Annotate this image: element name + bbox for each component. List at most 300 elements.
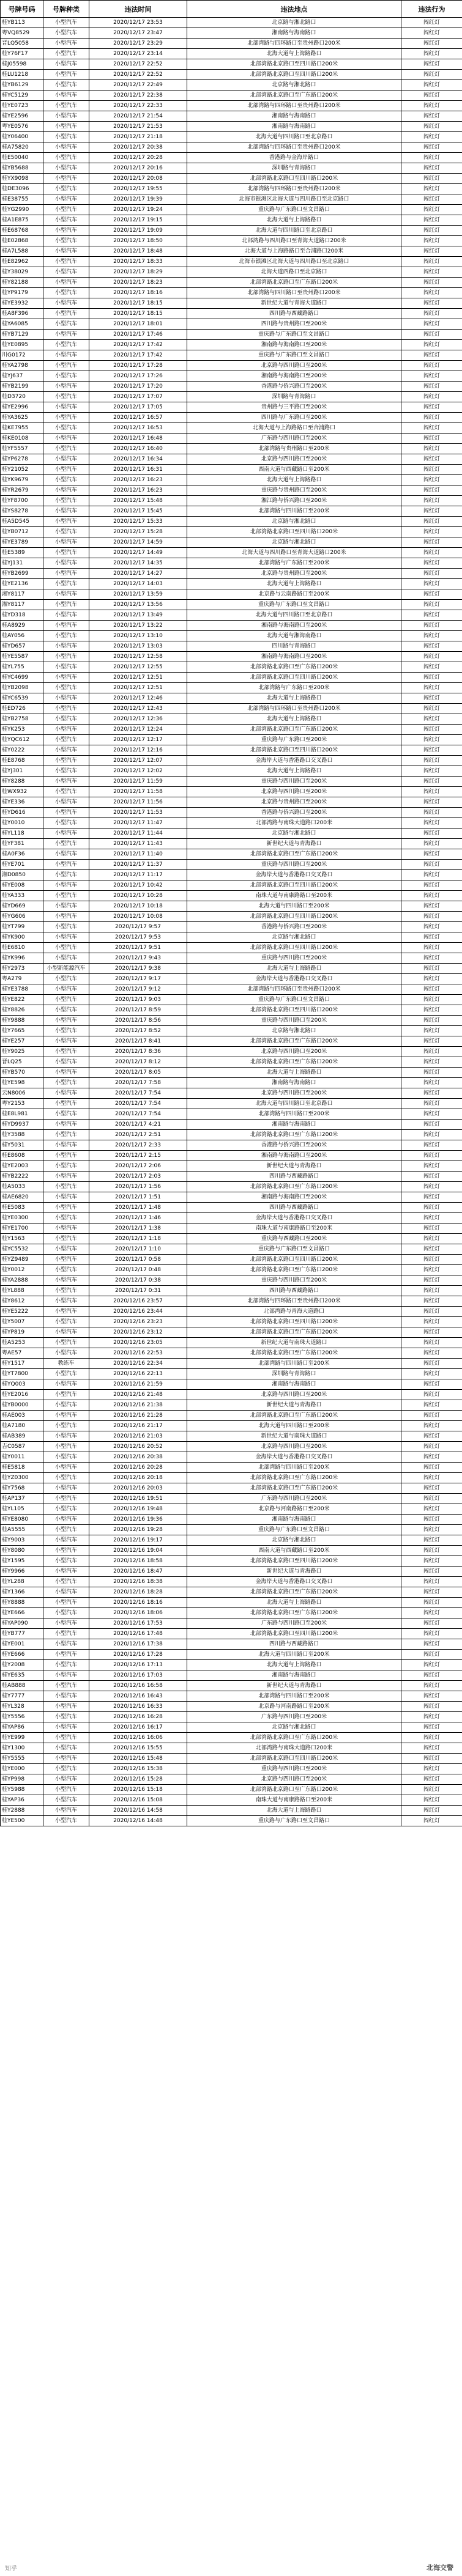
- cell-violation-time: 2020/12/17 12:43: [89, 704, 187, 714]
- cell-plate-type: 小型汽车: [43, 943, 89, 953]
- cell-violation-location: 北京路与四川路口至200米: [187, 1390, 401, 1400]
- cell-plate-type: 小型汽车: [43, 1463, 89, 1473]
- cell-violation-behavior: 闯红灯: [401, 288, 462, 298]
- table-row: [1, 361, 462, 371]
- table-row: [1, 1785, 462, 1795]
- cell-plate-number: 桂A8F396: [1, 309, 43, 319]
- cell-plate-type: 小型汽车: [43, 1182, 89, 1192]
- cell-violation-location: 湘南路与海南路口至200米: [187, 621, 401, 631]
- cell-plate-type: 小型汽车: [43, 1317, 89, 1327]
- cell-violation-time: 2020/12/17 13:56: [89, 600, 187, 610]
- cell-plate-type: 小型汽车: [43, 1047, 89, 1057]
- cell-violation-time: 2020/12/17 18:29: [89, 267, 187, 278]
- table-row: [1, 1567, 462, 1577]
- cell-violation-location: 北部湾路北京路口至四川路口200米: [187, 943, 401, 953]
- cell-plate-type: 小型汽车: [43, 766, 89, 777]
- table-row: [1, 1639, 462, 1650]
- table-row: [1, 1483, 462, 1494]
- cell-violation-location: 北京路与湘北路口: [187, 537, 401, 548]
- table-row: [1, 1317, 462, 1327]
- cell-plate-number: 桂YB0000: [1, 1400, 43, 1411]
- cell-plate-number: 桂A5253: [1, 1338, 43, 1348]
- cell-plate-number: 桂DE3096: [1, 184, 43, 194]
- cell-violation-location: 重庆路与四川路口至200米: [187, 1275, 401, 1286]
- cell-plate-number: 桂Y9025: [1, 1047, 43, 1057]
- cell-violation-time: 2020/12/16 16:06: [89, 1733, 187, 1743]
- cell-violation-location: 新世纪大道与青海路口: [187, 1161, 401, 1172]
- table-row: [1, 1650, 462, 1660]
- cell-violation-location: 深圳路与青海路口: [187, 1369, 401, 1379]
- cell-violation-behavior: 闯红灯: [401, 1473, 462, 1483]
- cell-violation-behavior: 闯红灯: [401, 1442, 462, 1452]
- cell-plate-type: 小型汽车: [43, 880, 89, 891]
- cell-violation-behavior: 闯红灯: [401, 350, 462, 361]
- cell-violation-time: 2020/12/16 16:43: [89, 1691, 187, 1702]
- cell-plate-number: 桂Y5007: [1, 1317, 43, 1327]
- cell-plate-number: 桂YL328: [1, 1702, 43, 1712]
- cell-violation-location: 北京路与湘北路口: [187, 1722, 401, 1733]
- cell-violation-location: 重庆路与四川路口至200米: [187, 1764, 401, 1774]
- cell-violation-behavior: 闯红灯: [401, 1307, 462, 1317]
- cell-violation-time: 2020/12/17 16:23: [89, 475, 187, 485]
- cell-plate-type: 小型汽车: [43, 652, 89, 662]
- cell-violation-time: 2020/12/17 9:12: [89, 984, 187, 995]
- cell-plate-number: 桂Y8612: [1, 1296, 43, 1307]
- cell-plate-number: 桂Y2888: [1, 1806, 43, 1816]
- table-row: [1, 28, 462, 39]
- cell-plate-number: 桂YK996: [1, 953, 43, 964]
- cell-violation-time: 2020/12/17 23:47: [89, 28, 187, 39]
- cell-violation-behavior: 闯红灯: [401, 402, 462, 413]
- cell-plate-number: 吉C0587: [1, 1442, 43, 1452]
- cell-violation-location: 深圳路与青海路口: [187, 163, 401, 174]
- cell-plate-number: 桂YC4699: [1, 673, 43, 683]
- cell-plate-number: 桂YE5587: [1, 652, 43, 662]
- cell-violation-time: 2020/12/17 17:20: [89, 382, 187, 392]
- table-row: [1, 1504, 462, 1515]
- cell-violation-time: 2020/12/17 22:38: [89, 90, 187, 101]
- cell-plate-type: 小型汽车: [43, 901, 89, 912]
- cell-violation-time: 2020/12/17 11:59: [89, 777, 187, 787]
- cell-plate-number: 桂YE822: [1, 995, 43, 1005]
- cell-violation-location: 北部湾路与四环路口至贵州路口200米: [187, 984, 401, 995]
- cell-violation-time: 2020/12/17 1:56: [89, 1182, 187, 1192]
- cell-plate-type: 小型汽车: [43, 745, 89, 756]
- cell-plate-type: 小型汽车: [43, 1712, 89, 1722]
- cell-plate-number: 桂YA2798: [1, 361, 43, 371]
- cell-plate-type: 小型汽车: [43, 485, 89, 496]
- table-row: [1, 984, 462, 995]
- cell-plate-type: 小型汽车: [43, 1036, 89, 1047]
- cell-plate-number: 桂YL888: [1, 1286, 43, 1296]
- cell-violation-behavior: 闯红灯: [401, 693, 462, 704]
- cell-plate-type: 小型汽车: [43, 1057, 89, 1068]
- table-row: [1, 756, 462, 766]
- table-row: [1, 153, 462, 163]
- table-row: [1, 995, 462, 1005]
- cell-plate-type: 小型汽车: [43, 912, 89, 922]
- cell-violation-time: 2020/12/16 17:28: [89, 1650, 187, 1660]
- cell-violation-time: 2020/12/17 1:51: [89, 1192, 187, 1203]
- cell-violation-behavior: 闯红灯: [401, 1109, 462, 1120]
- table-row: [1, 1192, 462, 1203]
- cell-violation-time: 2020/12/17 16:23: [89, 485, 187, 496]
- cell-plate-number: 桂YE0300: [1, 1213, 43, 1223]
- table-row: [1, 631, 462, 641]
- cell-violation-time: 2020/12/17 23:29: [89, 39, 187, 49]
- cell-plate-type: 小型汽车: [43, 496, 89, 506]
- cell-violation-time: 2020/12/17 0:48: [89, 1265, 187, 1275]
- cell-violation-behavior: 闯红灯: [401, 1016, 462, 1026]
- cell-plate-type: 小型新能源汽车: [43, 964, 89, 974]
- table-row: [1, 49, 462, 59]
- cell-violation-time: 2020/12/17 11:37: [89, 860, 187, 870]
- cell-violation-time: 2020/12/17 19:24: [89, 205, 187, 215]
- cell-plate-type: 小型汽车: [43, 90, 89, 101]
- cell-violation-time: 2020/12/17 16:53: [89, 423, 187, 434]
- cell-plate-number: 桂A5033: [1, 1182, 43, 1192]
- cell-violation-behavior: 闯红灯: [401, 444, 462, 454]
- cell-plate-number: 桂Y7777: [1, 1691, 43, 1702]
- cell-violation-location: 北海大道与上海路路口: [187, 964, 401, 974]
- table-row: [1, 964, 462, 974]
- cell-plate-number: 桂YK900: [1, 932, 43, 943]
- cell-violation-behavior: 闯红灯: [401, 1598, 462, 1608]
- cell-plate-number: 桂AB389: [1, 1431, 43, 1442]
- cell-plate-type: 小型汽车: [43, 1504, 89, 1515]
- table-row: [1, 288, 462, 298]
- cell-violation-location: 北部湾路北京路口至广东路口200米: [187, 90, 401, 101]
- cell-violation-location: 重庆路与广东路口至文昌路口: [187, 205, 401, 215]
- cell-violation-time: 2020/12/17 9:43: [89, 953, 187, 964]
- cell-violation-time: 2020/12/17 12:55: [89, 662, 187, 673]
- cell-violation-behavior: 闯红灯: [401, 1286, 462, 1296]
- table-row: [1, 246, 462, 257]
- cell-violation-time: 2020/12/17 1:46: [89, 1213, 187, 1223]
- cell-plate-number: 桂YP9179: [1, 288, 43, 298]
- cell-plate-type: 小型汽车: [43, 714, 89, 725]
- cell-violation-behavior: 闯红灯: [401, 1525, 462, 1535]
- cell-violation-time: 2020/12/16 16:28: [89, 1712, 187, 1722]
- cell-violation-behavior: 闯红灯: [401, 1660, 462, 1670]
- cell-violation-behavior: 闯红灯: [401, 122, 462, 132]
- table-header-row: [1, 1, 462, 18]
- cell-plate-type: 小型汽车: [43, 1556, 89, 1567]
- cell-plate-number: 桂YE701: [1, 860, 43, 870]
- table-row: [1, 839, 462, 849]
- table-row: [1, 808, 462, 818]
- cell-violation-location: 北海大道与四川路口至青海大道路口200米: [187, 548, 401, 558]
- cell-plate-type: 小型汽车: [43, 1733, 89, 1743]
- cell-violation-behavior: 闯红灯: [401, 1359, 462, 1369]
- cell-violation-location: 北部湾路北京路口至四川路口200米: [187, 1005, 401, 1016]
- cell-violation-location: 北京路与四川路口至200米: [187, 1047, 401, 1057]
- cell-violation-behavior: 闯红灯: [401, 1317, 462, 1327]
- cell-plate-number: 桂E82962: [1, 257, 43, 267]
- table-row: [1, 1722, 462, 1733]
- cell-violation-location: 北京路与湘北路口: [187, 80, 401, 90]
- cell-violation-behavior: 闯红灯: [401, 1577, 462, 1587]
- cell-plate-number: 桂ED726: [1, 704, 43, 714]
- cell-violation-time: 2020/12/17 8:56: [89, 1016, 187, 1026]
- table-row: [1, 829, 462, 839]
- table-row: [1, 111, 462, 122]
- cell-violation-behavior: 闯红灯: [401, 714, 462, 725]
- cell-plate-type: 小型汽车: [43, 589, 89, 600]
- cell-plate-type: 小型汽车: [43, 174, 89, 184]
- cell-plate-number: 桂YC5532: [1, 1244, 43, 1255]
- cell-violation-time: 2020/12/17 17:05: [89, 402, 187, 413]
- cell-violation-location: 香港路与侨兴路口至200米: [187, 808, 401, 818]
- cell-violation-behavior: 闯红灯: [401, 28, 462, 39]
- cell-plate-type: 小型汽车: [43, 226, 89, 236]
- cell-plate-number: 桂YE3789: [1, 537, 43, 548]
- cell-violation-time: 2020/12/17 17:42: [89, 340, 187, 350]
- table-row: [1, 849, 462, 860]
- cell-plate-type: 小型汽车: [43, 1338, 89, 1348]
- cell-plate-type: 小型汽车: [43, 777, 89, 787]
- cell-violation-behavior: 闯红灯: [401, 683, 462, 693]
- cell-plate-number: 桂D3720: [1, 392, 43, 402]
- cell-violation-location: 重庆路与广东路口至文昌路口: [187, 350, 401, 361]
- cell-plate-number: 晋LQ25: [1, 1057, 43, 1068]
- cell-plate-number: 桂Y0010: [1, 818, 43, 829]
- cell-violation-behavior: 闯红灯: [401, 1670, 462, 1681]
- cell-violation-time: 2020/12/17 19:39: [89, 194, 187, 205]
- table-row: [1, 319, 462, 330]
- cell-plate-type: 小型汽车: [43, 569, 89, 579]
- cell-violation-time: 2020/12/16 22:53: [89, 1348, 187, 1359]
- cell-violation-location: 四川路与贵州路口至200米: [187, 319, 401, 330]
- cell-plate-number: 桂Y82188: [1, 278, 43, 288]
- table-row: [1, 70, 462, 80]
- cell-violation-time: 2020/12/17 17:26: [89, 371, 187, 382]
- cell-violation-time: 2020/12/17 18:48: [89, 246, 187, 257]
- cell-plate-type: 小型汽车: [43, 621, 89, 631]
- cell-violation-behavior: 闯红灯: [401, 725, 462, 735]
- table-row: [1, 1036, 462, 1047]
- cell-violation-location: 湘南路与海南路口至200米: [187, 371, 401, 382]
- cell-plate-type: 小型汽车: [43, 205, 89, 215]
- header-violation-time: 违法时间: [89, 1, 187, 18]
- cell-violation-behavior: 闯红灯: [401, 1026, 462, 1036]
- cell-plate-type: 小型汽车: [43, 808, 89, 818]
- cell-plate-type: 小型汽车: [43, 413, 89, 423]
- cell-plate-type: 小型汽车: [43, 1660, 89, 1670]
- cell-plate-type: 小型汽车: [43, 267, 89, 278]
- cell-violation-behavior: 闯红灯: [401, 163, 462, 174]
- cell-violation-behavior: 闯红灯: [401, 184, 462, 194]
- cell-plate-number: 桂YA6085: [1, 319, 43, 330]
- cell-violation-time: 2020/12/17 19:15: [89, 215, 187, 226]
- cell-violation-behavior: 闯红灯: [401, 818, 462, 829]
- cell-plate-type: 小型汽车: [43, 1244, 89, 1255]
- cell-violation-time: 2020/12/17 17:28: [89, 361, 187, 371]
- cell-violation-time: 2020/12/17 14:49: [89, 548, 187, 558]
- cell-violation-time: 2020/12/16 21:28: [89, 1411, 187, 1421]
- cell-violation-behavior: 闯红灯: [401, 267, 462, 278]
- table-row: [1, 163, 462, 174]
- cell-plate-number: 桂YE3932: [1, 298, 43, 309]
- cell-violation-time: 2020/12/17 12:51: [89, 673, 187, 683]
- table-row: [1, 974, 462, 984]
- cell-violation-time: 2020/12/17 9:53: [89, 932, 187, 943]
- cell-violation-location: 北部湾路与四环路口至贵州路口200米: [187, 39, 401, 49]
- cell-violation-location: 重庆路与四川路口至200米: [187, 1016, 401, 1026]
- cell-plate-type: 小型汽车: [43, 1275, 89, 1286]
- cell-violation-behavior: 闯红灯: [401, 1390, 462, 1400]
- cell-violation-time: 2020/12/16 19:04: [89, 1546, 187, 1556]
- cell-violation-time: 2020/12/16 21:59: [89, 1379, 187, 1390]
- cell-violation-behavior: 闯红灯: [401, 1172, 462, 1182]
- cell-violation-location: 湘南路与海南路口至200米: [187, 652, 401, 662]
- table-row: [1, 1629, 462, 1639]
- cell-plate-type: 小型汽车: [43, 704, 89, 714]
- cell-plate-type: 小型汽车: [43, 101, 89, 111]
- cell-violation-location: 北部湾路北京路口至四川路口200米: [187, 527, 401, 537]
- cell-violation-time: 2020/12/16 23:12: [89, 1327, 187, 1338]
- cell-violation-location: 北海大道与上海路路口: [187, 1598, 401, 1608]
- table-row: [1, 1670, 462, 1681]
- cell-violation-time: 2020/12/16 22:13: [89, 1369, 187, 1379]
- cell-violation-location: 西南大道与西藏路口至200米: [187, 465, 401, 475]
- cell-violation-location: 北部湾路北京路口至四川路口200米: [187, 59, 401, 70]
- cell-violation-behavior: 闯红灯: [401, 662, 462, 673]
- cell-violation-behavior: 闯红灯: [401, 1712, 462, 1722]
- table-row: [1, 132, 462, 142]
- cell-violation-behavior: 闯红灯: [401, 537, 462, 548]
- cell-plate-number: 桂YE3788: [1, 984, 43, 995]
- cell-plate-number: 桂YE1700: [1, 1223, 43, 1234]
- cell-plate-number: 粤Y2153: [1, 1099, 43, 1109]
- cell-violation-time: 2020/12/17 23:53: [89, 18, 187, 28]
- cell-plate-number: 桂A5555: [1, 1525, 43, 1535]
- cell-plate-type: 小型汽车: [43, 340, 89, 350]
- cell-violation-location: 北部湾路与四环路口至贵州路口200米: [187, 704, 401, 714]
- cell-violation-location: 北海大道与上海路路口: [187, 693, 401, 704]
- cell-plate-number: 桂YF5557: [1, 444, 43, 454]
- cell-violation-location: 重庆路与广东路口至文昌路口: [187, 1525, 401, 1535]
- cell-plate-number: 桂Y7665: [1, 1026, 43, 1036]
- cell-plate-type: 小型汽车: [43, 1151, 89, 1161]
- table-row: [1, 1494, 462, 1504]
- cell-plate-type: 小型汽车: [43, 1286, 89, 1296]
- table-row: [1, 257, 462, 267]
- table-row: [1, 1359, 462, 1369]
- cell-violation-time: 2020/12/16 15:38: [89, 1764, 187, 1774]
- table-row: [1, 1431, 462, 1442]
- cell-violation-location: 湘南路与海南路口: [187, 1078, 401, 1088]
- cell-plate-type: 小型汽车: [43, 70, 89, 80]
- cell-plate-type: 小型汽车: [43, 1442, 89, 1452]
- cell-violation-location: 北部湾路北京路口至广东路口200米: [187, 725, 401, 735]
- cell-violation-location: 北京路与湘北路口: [187, 932, 401, 943]
- cell-plate-type: 小型汽车: [43, 1172, 89, 1182]
- cell-violation-location: 四川路与西藏路路口: [187, 1639, 401, 1650]
- cell-violation-time: 2020/12/16 16:17: [89, 1722, 187, 1733]
- cell-violation-location: 四川路与西藏路路口: [187, 1203, 401, 1213]
- cell-plate-number: 桂YB7129: [1, 330, 43, 340]
- cell-violation-location: 西南大道与西藏路口至200米: [187, 1546, 401, 1556]
- cell-plate-type: 小型汽车: [43, 1161, 89, 1172]
- cell-plate-type: 小型汽车: [43, 288, 89, 298]
- table-row: [1, 1411, 462, 1421]
- cell-plate-type: 小型汽车: [43, 631, 89, 641]
- cell-violation-location: 广东路与四川路口至200米: [187, 1712, 401, 1722]
- cell-violation-behavior: 闯红灯: [401, 1639, 462, 1650]
- cell-plate-type: 小型汽车: [43, 1088, 89, 1099]
- cell-violation-behavior: 闯红灯: [401, 1223, 462, 1234]
- cell-plate-type: 小型汽车: [43, 984, 89, 995]
- cell-violation-time: 2020/12/17 16:48: [89, 434, 187, 444]
- cell-violation-behavior: 闯红灯: [401, 527, 462, 537]
- cell-violation-behavior: 闯红灯: [401, 756, 462, 766]
- cell-violation-location: 新世纪大道与南珠大道路口: [187, 1431, 401, 1442]
- table-row: [1, 797, 462, 808]
- cell-plate-number: 桂Y3588: [1, 1130, 43, 1140]
- cell-violation-behavior: 闯红灯: [401, 610, 462, 621]
- cell-violation-behavior: 闯红灯: [401, 454, 462, 465]
- cell-violation-behavior: 闯红灯: [401, 870, 462, 880]
- cell-plate-type: 小型汽车: [43, 1629, 89, 1639]
- cell-violation-behavior: 闯红灯: [401, 1234, 462, 1244]
- cell-violation-location: 香港路与侨兴路口至200米: [187, 382, 401, 392]
- cell-violation-time: 2020/12/17 12:17: [89, 735, 187, 745]
- cell-violation-time: 2020/12/16 14:48: [89, 1816, 187, 1826]
- table-row: [1, 402, 462, 413]
- cell-violation-behavior: 闯红灯: [401, 579, 462, 589]
- table-row: [1, 714, 462, 725]
- cell-violation-location: 贵州路与三平路口至200米: [187, 402, 401, 413]
- cell-plate-type: 小型汽车: [43, 28, 89, 39]
- cell-violation-location: 北部湾路与四环路口至贵州路口200米: [187, 142, 401, 153]
- cell-plate-type: 小型汽车: [43, 1681, 89, 1691]
- cell-violation-time: 2020/12/16 18:58: [89, 1556, 187, 1567]
- cell-violation-location: 香港路与侨兴路口至200米: [187, 922, 401, 932]
- cell-plate-number: 桂AY056: [1, 631, 43, 641]
- cell-violation-location: 北部湾路北京路口至四川路口200米: [187, 1629, 401, 1639]
- cell-violation-behavior: 闯红灯: [401, 808, 462, 818]
- table-row: [1, 1161, 462, 1172]
- cell-violation-location: 北部湾路与广东路口至200米: [187, 683, 401, 693]
- table-row: [1, 558, 462, 569]
- cell-plate-type: 小型汽车: [43, 475, 89, 485]
- cell-violation-behavior: 闯红灯: [401, 90, 462, 101]
- cell-violation-time: 2020/12/17 17:46: [89, 330, 187, 340]
- cell-violation-behavior: 闯红灯: [401, 1567, 462, 1577]
- cell-violation-behavior: 闯红灯: [401, 704, 462, 714]
- cell-violation-location: 北部湾路北京路口至广东路口200米: [187, 1265, 401, 1275]
- cell-violation-location: 北部湾路北京路口至广东路口200米: [187, 1036, 401, 1047]
- table-row: [1, 475, 462, 485]
- cell-violation-location: 湘南路与海南路口至200米: [187, 1192, 401, 1203]
- cell-violation-behavior: 闯红灯: [401, 475, 462, 485]
- cell-violation-behavior: 闯红灯: [401, 70, 462, 80]
- cell-violation-location: 北部湾路北京路口至广东路口200米: [187, 849, 401, 860]
- cell-plate-number: 桂LU1218: [1, 70, 43, 80]
- cell-plate-number: 桂Y2008: [1, 1660, 43, 1670]
- cell-violation-location: 北京路与湘北路口: [187, 517, 401, 527]
- cell-plate-type: 小型汽车: [43, 382, 89, 392]
- cell-plate-number: 桂E5818: [1, 1463, 43, 1473]
- cell-plate-type: 小型汽车: [43, 1806, 89, 1816]
- table-row: [1, 1754, 462, 1764]
- cell-plate-type: 小型汽车: [43, 932, 89, 943]
- cell-violation-time: 2020/12/17 16:34: [89, 454, 187, 465]
- table-row: [1, 1109, 462, 1120]
- cell-plate-type: 小型汽车: [43, 693, 89, 704]
- cell-violation-behavior: 闯红灯: [401, 1785, 462, 1795]
